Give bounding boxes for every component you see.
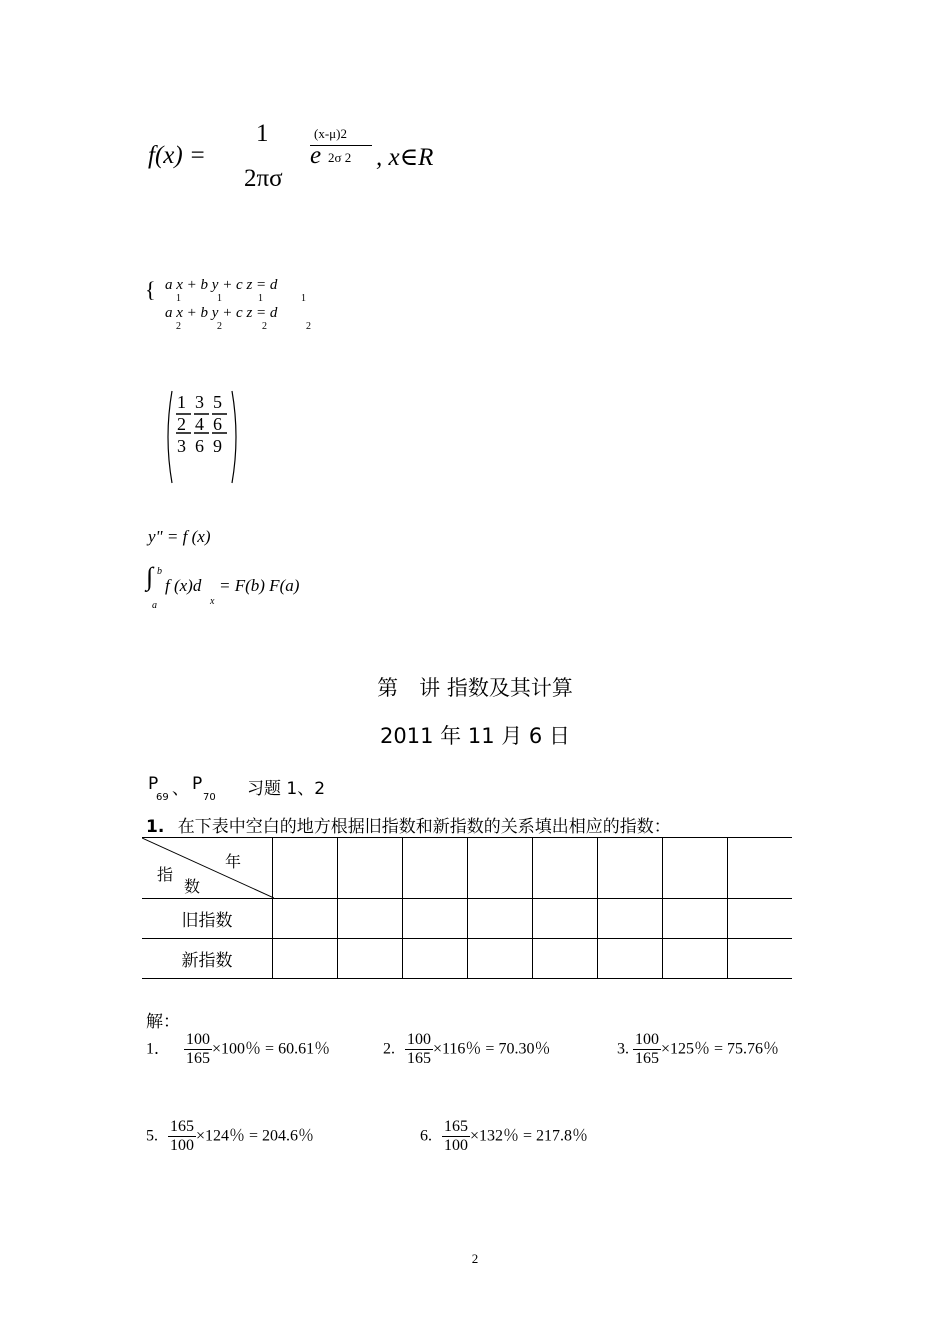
table-cell[interactable] <box>663 838 728 899</box>
solution-fraction <box>442 1118 470 1156</box>
formula-lhs: f(x) = <box>148 142 206 169</box>
index-table <box>142 837 792 979</box>
formula-coef-num: 1 <box>256 120 269 147</box>
page-ref-p2: P <box>192 774 203 794</box>
table-cell[interactable] <box>468 899 533 939</box>
fraction-numerator: 100 <box>633 1031 661 1050</box>
linear-system <box>145 275 345 335</box>
matrix-cell: 9 <box>213 436 222 456</box>
solution-result: ×100％ = 60.61％ <box>212 1040 331 1058</box>
table-cell[interactable] <box>598 838 663 899</box>
system-row-2: a x + b y + c z = d <box>165 305 278 321</box>
integral-formula <box>146 562 346 614</box>
formula-exp-bar <box>310 145 372 146</box>
formula-exp-num: (x-μ)2 <box>314 126 347 141</box>
matrix-cell: 3 <box>195 392 204 412</box>
row-label-new-index: 新指数 <box>142 939 273 979</box>
table-cell[interactable] <box>338 838 403 899</box>
fraction-numerator: 165 <box>442 1118 470 1137</box>
question-number: 1. <box>146 817 165 837</box>
system-row-1-sub: 1 <box>217 293 222 304</box>
matrix-cell: 6 <box>213 414 222 434</box>
solution-number: 2. <box>383 1040 395 1058</box>
fraction-denominator: 100 <box>444 1137 468 1155</box>
integral-sign: ∫ <box>146 562 154 591</box>
header-index-1: 指 <box>157 865 174 884</box>
system-row-1-sub: 1 <box>301 293 306 304</box>
matrix-cell: 5 <box>213 392 222 412</box>
solution-result: ×125％ = 75.76％ <box>661 1040 780 1058</box>
page-ref-p1: P <box>148 774 159 794</box>
fraction-numerator: 100 <box>405 1031 433 1050</box>
solution-result: ×132％ = 217.8％ <box>470 1127 589 1145</box>
table-header-row <box>142 838 792 899</box>
table-row <box>142 899 792 939</box>
table-cell[interactable] <box>598 899 663 939</box>
table-cell[interactable] <box>728 899 793 939</box>
matrix-cell: 3 <box>177 436 186 456</box>
table-cell[interactable] <box>468 939 533 979</box>
derivative-formula: y" = f (x) <box>148 527 211 546</box>
matrix-cell: 6 <box>195 436 204 456</box>
solution-fraction <box>633 1031 661 1069</box>
fraction-denominator: 165 <box>407 1050 431 1068</box>
header-index-2: 数 <box>184 877 201 896</box>
integral-body: f (x)d <box>165 576 202 595</box>
system-row-1-sub: 1 <box>258 293 263 304</box>
row-label-old-index: 旧指数 <box>142 899 273 939</box>
integral-upper: b <box>157 566 162 577</box>
system-row-2-sub: 2 <box>176 321 181 332</box>
solution-item <box>146 1031 330 1069</box>
solution-number: 6. <box>420 1127 432 1145</box>
solution-item <box>617 1031 779 1069</box>
matrix-cell: 2 <box>177 414 186 434</box>
system-row-2-sub: 2 <box>262 321 267 332</box>
table-cell[interactable] <box>403 939 468 979</box>
table-cell[interactable] <box>338 939 403 979</box>
table-row <box>142 939 792 979</box>
table-cell[interactable] <box>728 838 793 899</box>
fraction-numerator: 100 <box>184 1031 212 1050</box>
table-cell[interactable] <box>273 939 338 979</box>
formula-exp-den: 2σ 2 <box>328 150 352 165</box>
table-cell[interactable] <box>728 939 793 979</box>
table-cell[interactable] <box>403 899 468 939</box>
table-cell[interactable] <box>468 838 533 899</box>
fraction-denominator: 165 <box>186 1050 211 1068</box>
table-cell[interactable] <box>663 899 728 939</box>
table-cell[interactable] <box>403 838 468 899</box>
system-row-1-sub: 1 <box>176 293 181 304</box>
exercise-label: 习题 1、2 <box>247 779 326 799</box>
solution-result: ×116％ = 70.30％ <box>433 1040 551 1058</box>
table-diagonal-header <box>142 838 273 899</box>
system-brace: { <box>145 277 156 302</box>
table-cell[interactable] <box>598 939 663 979</box>
matrix-cell: 1 <box>177 392 186 412</box>
integral-d-sub: x <box>210 596 215 607</box>
page-ref-separator: 、 <box>172 779 189 799</box>
formula-tail: , x∈R <box>376 144 434 171</box>
solution-item <box>146 1118 314 1156</box>
system-row-1: a x + b y + c z = d <box>165 277 278 293</box>
page-ref-p2-sub: 70 <box>203 792 216 803</box>
matrix-cell: 4 <box>195 414 204 434</box>
solution-fraction <box>168 1118 196 1156</box>
solution-number: 5. <box>146 1127 158 1145</box>
integral-lower: a <box>152 600 157 611</box>
solution-fraction <box>405 1031 433 1069</box>
solution-fraction <box>184 1031 212 1069</box>
page-reference <box>148 774 448 808</box>
table-cell[interactable] <box>533 939 598 979</box>
table-cell[interactable] <box>533 838 598 899</box>
fraction-numerator: 165 <box>168 1118 196 1137</box>
normal-density-formula <box>148 120 468 200</box>
solution-item <box>383 1031 550 1069</box>
table-cell[interactable] <box>533 899 598 939</box>
solution-item <box>420 1118 588 1156</box>
page-number: 2 <box>471 1251 479 1266</box>
table-cell[interactable] <box>273 899 338 939</box>
solution-label: 解： <box>146 1012 180 1032</box>
formula-coef-den: 2πσ <box>244 165 283 192</box>
solution-number: 3. <box>617 1040 629 1058</box>
page-ref-p1-sub: 69 <box>156 792 169 803</box>
table-cell[interactable] <box>338 899 403 939</box>
question-1 <box>146 812 671 837</box>
system-row-2-sub: 2 <box>217 321 222 332</box>
table-cell[interactable] <box>273 838 338 899</box>
solution-number: 1． <box>146 1040 171 1058</box>
table-cell[interactable] <box>663 939 728 979</box>
integral-rhs: = F(b) F(a) <box>219 576 300 595</box>
system-row-2-sub: 2 <box>306 321 311 332</box>
fraction-denominator: 165 <box>635 1050 659 1068</box>
formula-e: e <box>310 142 322 169</box>
section-heading: 第 讲 指数及其计算 <box>377 676 573 700</box>
question-text: 在下表中空白的地方根据旧指数和新指数的关系填出相应的指数： <box>177 817 671 837</box>
document-date: 2011 年 11 月 6 日 <box>380 724 570 748</box>
matrix <box>163 388 241 486</box>
fraction-denominator: 100 <box>170 1137 194 1155</box>
solution-result: ×124％ = 204.6％ <box>196 1127 315 1145</box>
header-year: 年 <box>225 852 242 871</box>
